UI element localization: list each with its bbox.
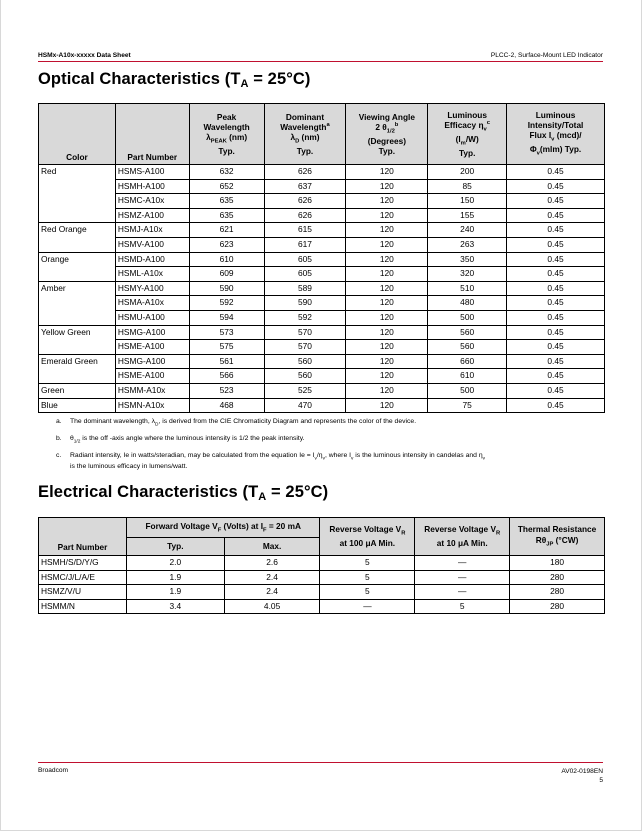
header-product: PLCC-2, Surface-Mount LED Indicator bbox=[490, 52, 603, 59]
part-number-cell: HSMC/J/L/A/E bbox=[39, 570, 127, 585]
flux-cell: 0.45 bbox=[507, 340, 605, 355]
part-number-cell: HSMC-A10x bbox=[115, 194, 189, 209]
flux-cell: 0.45 bbox=[507, 325, 605, 340]
peak-cell: 573 bbox=[189, 325, 264, 340]
footnote-c: c. Radiant intensity, Ie in watts/steradian, may be calculated from the equation $Ie = I_v/\eta_v$, where $I_v$ is the luminous intensity in candelas and $\eta_v$ is the luminous efficacy in lumens/watt. bbox=[56, 451, 485, 471]
part-number-cell: HSMY-A100 bbox=[115, 281, 189, 296]
angle-cell: 120 bbox=[346, 325, 428, 340]
vr-100ua-cell: 5 bbox=[320, 556, 415, 571]
col-header-luminous-efficacy: Luminous Efficacy $\eta_v^c$ $(l_m/W)$ Typ. bbox=[428, 104, 507, 165]
angle-cell: 120 bbox=[346, 310, 428, 325]
part-number-cell: HSMG-A100 bbox=[115, 325, 189, 340]
col-header-peak-wavelength: Peak Wavelength $\lambda_{PEAK}$ (nm) Typ. bbox=[189, 104, 264, 165]
flux-cell: 0.45 bbox=[507, 165, 605, 180]
part-number-cell: HSMA-A10x bbox=[115, 296, 189, 311]
thermal-resistance-cell: 280 bbox=[510, 585, 605, 600]
dominant-cell: 525 bbox=[264, 383, 346, 398]
flux-cell: 0.45 bbox=[507, 354, 605, 369]
angle-cell: 120 bbox=[346, 165, 428, 180]
part-number-cell: HSMJ-A10x bbox=[115, 223, 189, 238]
table-row bbox=[39, 267, 605, 282]
col-header-typ: Typ. bbox=[126, 538, 224, 556]
optical-header-row bbox=[39, 104, 605, 165]
part-number-cell: HSMS-A100 bbox=[115, 165, 189, 180]
efficacy-cell: 350 bbox=[428, 252, 507, 267]
peak-cell: 468 bbox=[189, 398, 264, 413]
efficacy-cell: 500 bbox=[428, 383, 507, 398]
col-header-reverse-voltage-100ua: Reverse Voltage $V_R$ at 100 μA Min. bbox=[320, 518, 415, 556]
table-row bbox=[39, 208, 605, 223]
table-row bbox=[39, 179, 605, 194]
part-number-cell: HSMZ/V/U bbox=[39, 585, 127, 600]
vf-typ-cell: 2.0 bbox=[126, 556, 224, 571]
peak-cell: 621 bbox=[189, 223, 264, 238]
peak-cell: 575 bbox=[189, 340, 264, 355]
col-header-part-number: Part Number bbox=[115, 104, 189, 165]
dominant-cell: 605 bbox=[264, 252, 346, 267]
peak-cell: 592 bbox=[189, 296, 264, 311]
vf-max-cell: 4.05 bbox=[224, 599, 320, 614]
electrical-header-row-1 bbox=[39, 518, 605, 538]
efficacy-cell: 150 bbox=[428, 194, 507, 209]
table-row bbox=[39, 354, 605, 369]
flux-cell: 0.45 bbox=[507, 296, 605, 311]
col-header-color: Color bbox=[39, 104, 116, 165]
color-group-cell: Blue bbox=[39, 398, 116, 413]
table-row bbox=[39, 165, 605, 180]
table-row bbox=[39, 252, 605, 267]
part-number-cell: HSMH-A100 bbox=[115, 179, 189, 194]
optical-characteristics-table bbox=[38, 103, 605, 413]
electrical-characteristics-table bbox=[38, 517, 605, 614]
vf-typ-cell: 1.9 bbox=[126, 585, 224, 600]
part-number-cell: HSMM-A10x bbox=[115, 383, 189, 398]
peak-cell: 609 bbox=[189, 267, 264, 282]
vr-10ua-cell: — bbox=[415, 556, 510, 571]
efficacy-cell: 560 bbox=[428, 340, 507, 355]
angle-cell: 120 bbox=[346, 223, 428, 238]
table-row bbox=[39, 281, 605, 296]
dominant-cell: 592 bbox=[264, 310, 346, 325]
flux-cell: 0.45 bbox=[507, 208, 605, 223]
dominant-cell: 590 bbox=[264, 296, 346, 311]
col-header-part-number: Part Number bbox=[39, 518, 127, 556]
table-row bbox=[39, 194, 605, 209]
table-row bbox=[39, 310, 605, 325]
vf-typ-cell: 3.4 bbox=[126, 599, 224, 614]
flux-cell: 0.45 bbox=[507, 398, 605, 413]
col-header-max: Max. bbox=[224, 538, 320, 556]
footer-doc-info bbox=[561, 767, 603, 785]
vr-100ua-cell: 5 bbox=[320, 585, 415, 600]
peak-cell: 594 bbox=[189, 310, 264, 325]
table-row bbox=[39, 237, 605, 252]
flux-cell: 0.45 bbox=[507, 252, 605, 267]
peak-cell: 610 bbox=[189, 252, 264, 267]
efficacy-cell: 660 bbox=[428, 354, 507, 369]
angle-cell: 120 bbox=[346, 194, 428, 209]
dominant-cell: 570 bbox=[264, 325, 346, 340]
peak-cell: 652 bbox=[189, 179, 264, 194]
efficacy-cell: 75 bbox=[428, 398, 507, 413]
optical-footnotes bbox=[56, 418, 606, 477]
col-header-luminous-flux: Luminous Intensity/Total Flux $I_v$ (mcd)/ $\Phi_v(mlm)$ Typ. bbox=[507, 104, 605, 165]
part-number-cell: HSMN-A10x bbox=[115, 398, 189, 413]
angle-cell: 120 bbox=[346, 383, 428, 398]
footnote-a: a. The dominant wavelength, $\lambda_D$, is derived from the CIE Chromaticity Diagram and represents the color of the device. bbox=[56, 418, 417, 428]
dominant-cell: 470 bbox=[264, 398, 346, 413]
dominant-cell: 626 bbox=[264, 165, 346, 180]
footer-company: Broadcom bbox=[38, 767, 69, 774]
vr-10ua-cell: — bbox=[415, 585, 510, 600]
angle-cell: 120 bbox=[346, 179, 428, 194]
col-header-thermal-resistance: Thermal Resistance $R\theta_{JP}$ (°CW) bbox=[510, 518, 605, 556]
table-row bbox=[39, 223, 605, 238]
angle-cell: 120 bbox=[346, 354, 428, 369]
flux-cell: 0.45 bbox=[507, 281, 605, 296]
angle-cell: 120 bbox=[346, 281, 428, 296]
flux-cell: 0.45 bbox=[507, 179, 605, 194]
dominant-cell: 626 bbox=[264, 194, 346, 209]
part-number-cell: HSME-A100 bbox=[115, 369, 189, 384]
col-header-dominant-wavelength: Dominant Wavelength$^a$ $\lambda_D$ (nm) Typ. bbox=[264, 104, 346, 165]
flux-cell: 0.45 bbox=[507, 310, 605, 325]
part-number-cell: HSMG-A100 bbox=[115, 354, 189, 369]
table-row bbox=[39, 556, 605, 571]
peak-cell: 523 bbox=[189, 383, 264, 398]
color-group-cell: Emerald Green bbox=[39, 354, 116, 383]
efficacy-cell: 500 bbox=[428, 310, 507, 325]
peak-cell: 566 bbox=[189, 369, 264, 384]
angle-cell: 120 bbox=[346, 237, 428, 252]
vr-10ua-cell: 5 bbox=[415, 599, 510, 614]
efficacy-cell: 320 bbox=[428, 267, 507, 282]
part-number-cell: HSML-A10x bbox=[115, 267, 189, 282]
efficacy-cell: 610 bbox=[428, 369, 507, 384]
dominant-cell: 560 bbox=[264, 354, 346, 369]
part-number-cell: HSMV-A100 bbox=[115, 237, 189, 252]
angle-cell: 120 bbox=[346, 398, 428, 413]
thermal-resistance-cell: 280 bbox=[510, 570, 605, 585]
flux-cell: 0.45 bbox=[507, 223, 605, 238]
table-row bbox=[39, 398, 605, 413]
table-row bbox=[39, 599, 605, 614]
efficacy-cell: 510 bbox=[428, 281, 507, 296]
efficacy-cell: 263 bbox=[428, 237, 507, 252]
optical-section-title: Optical Characteristics $(T_A = 25^\circ C)$ bbox=[38, 70, 311, 90]
angle-cell: 120 bbox=[346, 296, 428, 311]
footer-doc-id: AV02-0198EN bbox=[561, 768, 603, 775]
dominant-cell: 626 bbox=[264, 208, 346, 223]
table-row bbox=[39, 340, 605, 355]
electrical-section-title: Electrical Characteristics $(T_A = 25^\circ C)$ bbox=[38, 483, 329, 503]
color-group-cell: Red bbox=[39, 165, 116, 223]
footnote-b: b. $\theta_{1/2}$ is the off -axis angle where the luminous intensity is 1/2 the peak intensity. bbox=[56, 434, 305, 445]
vr-100ua-cell: — bbox=[320, 599, 415, 614]
header-doc-title: HSMx-A10x-xxxxx Data Sheet bbox=[38, 52, 131, 59]
efficacy-cell: 480 bbox=[428, 296, 507, 311]
table-row bbox=[39, 369, 605, 384]
page-number: 5 bbox=[599, 777, 603, 784]
col-header-reverse-voltage-10ua: Reverse Voltage $V_R$ at 10 μA Min. bbox=[415, 518, 510, 556]
color-group-cell: Green bbox=[39, 383, 116, 398]
efficacy-cell: 560 bbox=[428, 325, 507, 340]
vr-10ua-cell: — bbox=[415, 570, 510, 585]
angle-cell: 120 bbox=[346, 340, 428, 355]
part-number-cell: HSMU-A100 bbox=[115, 310, 189, 325]
color-group-cell: Yellow Green bbox=[39, 325, 116, 354]
angle-cell: 120 bbox=[346, 267, 428, 282]
angle-cell: 120 bbox=[346, 252, 428, 267]
optical-table-body bbox=[39, 165, 605, 413]
dominant-cell: 570 bbox=[264, 340, 346, 355]
electrical-table-body bbox=[39, 556, 605, 614]
table-row bbox=[39, 296, 605, 311]
part-number-cell: HSMM/N bbox=[39, 599, 127, 614]
dominant-cell: 605 bbox=[264, 267, 346, 282]
part-number-cell: HSMD-A100 bbox=[115, 252, 189, 267]
table-row bbox=[39, 325, 605, 340]
table-row bbox=[39, 570, 605, 585]
flux-cell: 0.45 bbox=[507, 194, 605, 209]
header-rule bbox=[38, 61, 603, 62]
peak-cell: 635 bbox=[189, 208, 264, 223]
flux-cell: 0.45 bbox=[507, 267, 605, 282]
dominant-cell: 589 bbox=[264, 281, 346, 296]
peak-cell: 590 bbox=[189, 281, 264, 296]
peak-cell: 632 bbox=[189, 165, 264, 180]
thermal-resistance-cell: 180 bbox=[510, 556, 605, 571]
angle-cell: 120 bbox=[346, 208, 428, 223]
footer-rule bbox=[38, 762, 603, 763]
peak-cell: 623 bbox=[189, 237, 264, 252]
part-number-cell: HSMH/S/D/Y/G bbox=[39, 556, 127, 571]
flux-cell: 0.45 bbox=[507, 369, 605, 384]
color-group-cell: Orange bbox=[39, 252, 116, 281]
flux-cell: 0.45 bbox=[507, 237, 605, 252]
angle-cell: 120 bbox=[346, 369, 428, 384]
vf-typ-cell: 1.9 bbox=[126, 570, 224, 585]
vf-max-cell: 2.4 bbox=[224, 585, 320, 600]
flux-cell: 0.45 bbox=[507, 383, 605, 398]
efficacy-cell: 240 bbox=[428, 223, 507, 238]
vr-100ua-cell: 5 bbox=[320, 570, 415, 585]
vf-max-cell: 2.4 bbox=[224, 570, 320, 585]
peak-cell: 561 bbox=[189, 354, 264, 369]
vf-max-cell: 2.6 bbox=[224, 556, 320, 571]
table-row bbox=[39, 585, 605, 600]
table-row bbox=[39, 383, 605, 398]
part-number-cell: HSME-A100 bbox=[115, 340, 189, 355]
thermal-resistance-cell: 280 bbox=[510, 599, 605, 614]
dominant-cell: 615 bbox=[264, 223, 346, 238]
dominant-cell: 617 bbox=[264, 237, 346, 252]
col-header-viewing-angle: Viewing Angle 2 $\theta_{1/2}^b$ (Degrees) Typ. bbox=[346, 104, 428, 165]
color-group-cell: Red Orange bbox=[39, 223, 116, 252]
color-group-cell: Amber bbox=[39, 281, 116, 325]
part-number-cell: HSMZ-A100 bbox=[115, 208, 189, 223]
efficacy-cell: 155 bbox=[428, 208, 507, 223]
efficacy-cell: 85 bbox=[428, 179, 507, 194]
efficacy-cell: 200 bbox=[428, 165, 507, 180]
dominant-cell: 560 bbox=[264, 369, 346, 384]
col-header-forward-voltage: Forward Voltage $V_F$ (Volts) at $I_F = 20$ mA bbox=[126, 518, 320, 538]
peak-cell: 635 bbox=[189, 194, 264, 209]
dominant-cell: 637 bbox=[264, 179, 346, 194]
